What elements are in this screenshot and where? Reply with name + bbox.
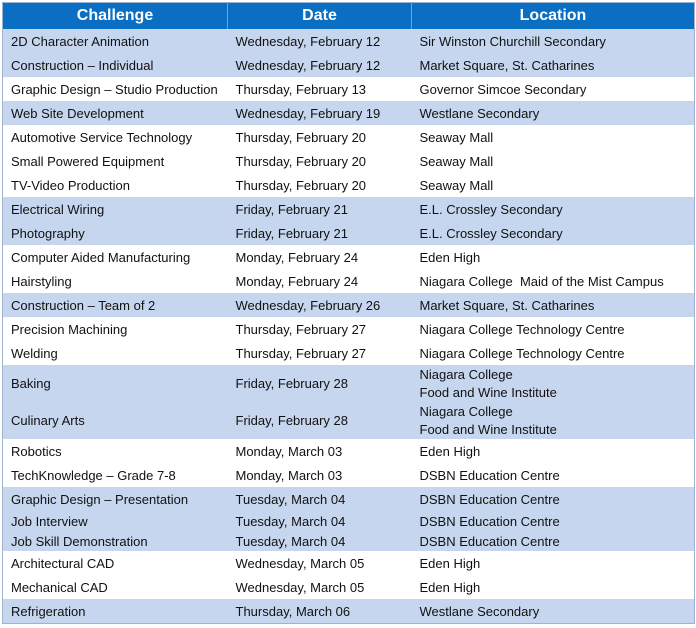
table-row	[3, 341, 695, 365]
table-row	[3, 197, 695, 221]
date-cell: Wednesday, March 05	[228, 575, 412, 599]
challenge-cell: Robotics	[3, 439, 228, 463]
table-row	[3, 29, 695, 53]
date-cell: Friday, February 21	[228, 197, 412, 221]
table-row	[3, 269, 695, 293]
table-row	[3, 173, 695, 197]
column-header-challenge: Challenge	[3, 3, 228, 30]
challenge-cell: Construction – Team of 2	[3, 293, 228, 317]
location-cell: Eden High	[412, 245, 695, 269]
date-cell: Wednesday, February 12	[228, 53, 412, 77]
location-cell: Seaway Mall	[412, 173, 695, 197]
table-row	[3, 245, 695, 269]
table-row	[3, 463, 695, 487]
location-cell: DSBN Education Centre	[412, 511, 695, 531]
date-cell: Wednesday, March 05	[228, 551, 412, 575]
date-cell: Thursday, February 27	[228, 317, 412, 341]
location-cell: E.L. Crossley Secondary	[412, 197, 695, 221]
date-cell: Thursday, February 20	[228, 149, 412, 173]
date-cell: Tuesday, March 04	[228, 487, 412, 511]
challenge-cell: Graphic Design – Studio Production	[3, 77, 228, 101]
location-cell: DSBN Education Centre	[412, 531, 695, 551]
table-row	[3, 317, 695, 341]
table-row	[3, 149, 695, 173]
date-cell: Thursday, March 06	[228, 599, 412, 624]
location-cell: Eden High	[412, 551, 695, 575]
location-cell: Governor Simcoe Secondary	[412, 77, 695, 101]
challenge-cell: TechKnowledge – Grade 7-8	[3, 463, 228, 487]
location-line-2: Food and Wine Institute	[419, 384, 557, 400]
date-cell: Monday, February 24	[228, 245, 412, 269]
challenge-cell: Refrigeration	[3, 599, 228, 624]
location-cell: Niagara College Technology Centre	[412, 341, 695, 365]
location-cell: Eden High	[412, 575, 695, 599]
date-cell: Monday, March 03	[228, 463, 412, 487]
challenge-cell: TV-Video Production	[3, 173, 228, 197]
challenge-cell: Small Powered Equipment	[3, 149, 228, 173]
location-cell: DSBN Education Centre	[412, 463, 695, 487]
challenge-cell: Culinary Arts	[3, 402, 228, 439]
location-cell: E.L. Crossley Secondary	[412, 221, 695, 245]
location-cell	[412, 402, 695, 439]
table-row	[3, 551, 695, 575]
challenge-cell: Precision Machining	[3, 317, 228, 341]
table-row	[3, 125, 695, 149]
challenge-cell: Welding	[3, 341, 228, 365]
location-cell: Seaway Mall	[412, 125, 695, 149]
date-cell: Thursday, February 20	[228, 173, 412, 197]
table-row	[3, 599, 695, 624]
table-row	[3, 77, 695, 101]
challenge-cell: Automotive Service Technology	[3, 125, 228, 149]
date-cell: Wednesday, February 26	[228, 293, 412, 317]
date-cell: Thursday, February 13	[228, 77, 412, 101]
column-header-date: Date	[228, 3, 412, 30]
location-cell: Westlane Secondary	[412, 101, 695, 125]
challenge-cell: Photography	[3, 221, 228, 245]
date-cell: Tuesday, March 04	[228, 511, 412, 531]
location-cell: Niagara College Maid of the Mist Campus	[412, 269, 695, 293]
table-row	[3, 402, 695, 439]
date-cell: Monday, February 24	[228, 269, 412, 293]
challenge-cell: Graphic Design – Presentation	[3, 487, 228, 511]
location-cell: Niagara College Technology Centre	[412, 317, 695, 341]
date-cell: Wednesday, February 12	[228, 29, 412, 53]
challenge-cell: Job Interview	[3, 511, 228, 531]
challenge-cell: Web Site Development	[3, 101, 228, 125]
challenge-cell: 2D Character Animation	[3, 29, 228, 53]
table-row	[3, 53, 695, 77]
table-row	[3, 221, 695, 245]
location-cell: DSBN Education Centre	[412, 487, 695, 511]
table-row	[3, 531, 695, 551]
location-cell: Sir Winston Churchill Secondary	[412, 29, 695, 53]
table-row	[3, 439, 695, 463]
location-cell: Eden High	[412, 439, 695, 463]
table-row	[3, 575, 695, 599]
date-cell: Thursday, February 20	[228, 125, 412, 149]
date-cell: Friday, February 28	[228, 365, 412, 402]
table-row	[3, 365, 695, 402]
table-row	[3, 487, 695, 511]
location-cell	[412, 365, 695, 402]
column-header-location: Location	[412, 3, 695, 30]
schedule-table	[2, 2, 695, 624]
date-cell: Friday, February 21	[228, 221, 412, 245]
location-cell: Market Square, St. Catharines	[412, 53, 695, 77]
challenge-cell: Mechanical CAD	[3, 575, 228, 599]
location-cell: Westlane Secondary	[412, 599, 695, 624]
challenge-cell: Hairstyling	[3, 269, 228, 293]
challenge-cell: Job Skill Demonstration	[3, 531, 228, 551]
challenge-cell: Architectural CAD	[3, 551, 228, 575]
challenge-cell: Construction – Individual	[3, 53, 228, 77]
date-cell: Monday, March 03	[228, 439, 412, 463]
location-cell: Market Square, St. Catharines	[412, 293, 695, 317]
header-row	[3, 3, 695, 30]
location-cell: Seaway Mall	[412, 149, 695, 173]
date-cell: Thursday, February 27	[228, 341, 412, 365]
table-row	[3, 511, 695, 531]
location-line-2: Food and Wine Institute	[419, 421, 557, 437]
date-cell: Wednesday, February 19	[228, 101, 412, 125]
table-row	[3, 293, 695, 317]
table-row	[3, 101, 695, 125]
challenge-cell: Computer Aided Manufacturing	[3, 245, 228, 269]
location-line-1: Niagara College	[419, 366, 513, 382]
challenge-cell: Baking	[3, 365, 228, 402]
date-cell: Tuesday, March 04	[228, 531, 412, 551]
challenge-cell: Electrical Wiring	[3, 197, 228, 221]
date-cell: Friday, February 28	[228, 402, 412, 439]
location-line-1: Niagara College	[419, 403, 513, 419]
